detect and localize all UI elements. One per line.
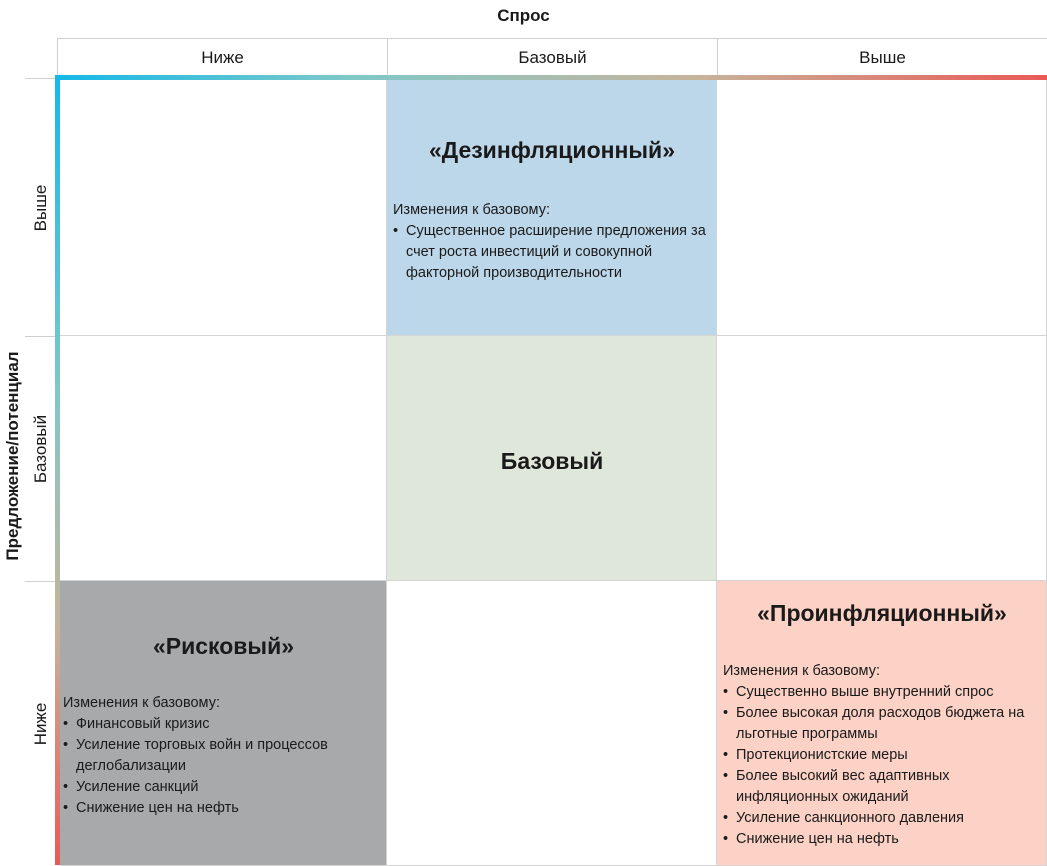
supply-gradient-axis (55, 75, 60, 865)
cell-supply-base-demand-higher (717, 336, 1047, 581)
column-header-lower: Ниже (57, 38, 387, 76)
list-item: • Усиление санкций (63, 777, 381, 798)
cell-supply-higher-demand-lower (60, 80, 387, 336)
supply-axis-title: Предложение/потенциал (3, 351, 22, 561)
list-item: • Усиление торговых войн и процессов деглобализации (63, 735, 381, 777)
scenario-risk-cell (60, 581, 387, 866)
demand-gradient-axis (55, 75, 1047, 80)
row-label-higher: Выше (31, 184, 50, 231)
list-item: • Снижение цен на нефть (723, 829, 1041, 850)
row-header-base (25, 336, 57, 581)
scenario-disinflationary-cell (387, 80, 717, 336)
column-header-base: Базовый (387, 38, 717, 76)
list-item: • Существенно выше внутренний спрос (723, 682, 1041, 703)
scenario-disinflationary-title: «Дезинфляционный» (429, 137, 675, 163)
list-item: • Снижение цен на нефть (63, 798, 381, 819)
scenario-disinflationary-subtitle: Изменения к базовому: (393, 202, 550, 218)
scenario-proinflationary-list (723, 682, 1041, 850)
list-item: • Протекционистские меры (723, 745, 1041, 766)
scenario-proinflationary-subtitle: Изменения к базовому: (723, 663, 880, 679)
list-item: • Финансовый кризис (63, 714, 381, 735)
scenario-proinflationary-body (723, 663, 1041, 850)
scenario-disinflationary-list (393, 221, 711, 284)
scenario-risk-subtitle: Изменения к базовому: (63, 695, 220, 711)
list-item: • Усиление санкционного давления (723, 808, 1041, 829)
row-label-lower: Ниже (31, 702, 50, 746)
cell-supply-lower-demand-base (387, 581, 717, 866)
scenario-proinflationary-cell (717, 581, 1047, 866)
scenario-base-cell (387, 336, 717, 581)
scenario-risk-body (63, 695, 381, 819)
row-header-higher (25, 78, 57, 336)
list-item: • Более высокий вес адаптивных инфляционных ожиданий (723, 766, 1041, 808)
scenario-proinflationary-title: «Проинфляционный» (757, 600, 1007, 626)
demand-axis-title: Спрос (497, 6, 550, 25)
column-header-higher: Выше (717, 38, 1047, 76)
cell-supply-higher-demand-higher (717, 80, 1047, 336)
cell-supply-base-demand-lower (60, 336, 387, 581)
list-item: • Более высокая доля расходов бюджета на льготные программы (723, 703, 1041, 745)
list-item: • Существенное расширение предложения за счет роста инвестиций и совокупной факторной производительности (393, 221, 711, 284)
scenario-risk-list (63, 714, 381, 819)
scenario-base-title: Базовый (500, 448, 604, 474)
row-label-base: Базовый (31, 415, 50, 484)
scenario-disinflationary-body (393, 202, 711, 284)
row-header-lower (25, 581, 57, 866)
scenario-risk-title: «Рисковый» (152, 633, 295, 659)
